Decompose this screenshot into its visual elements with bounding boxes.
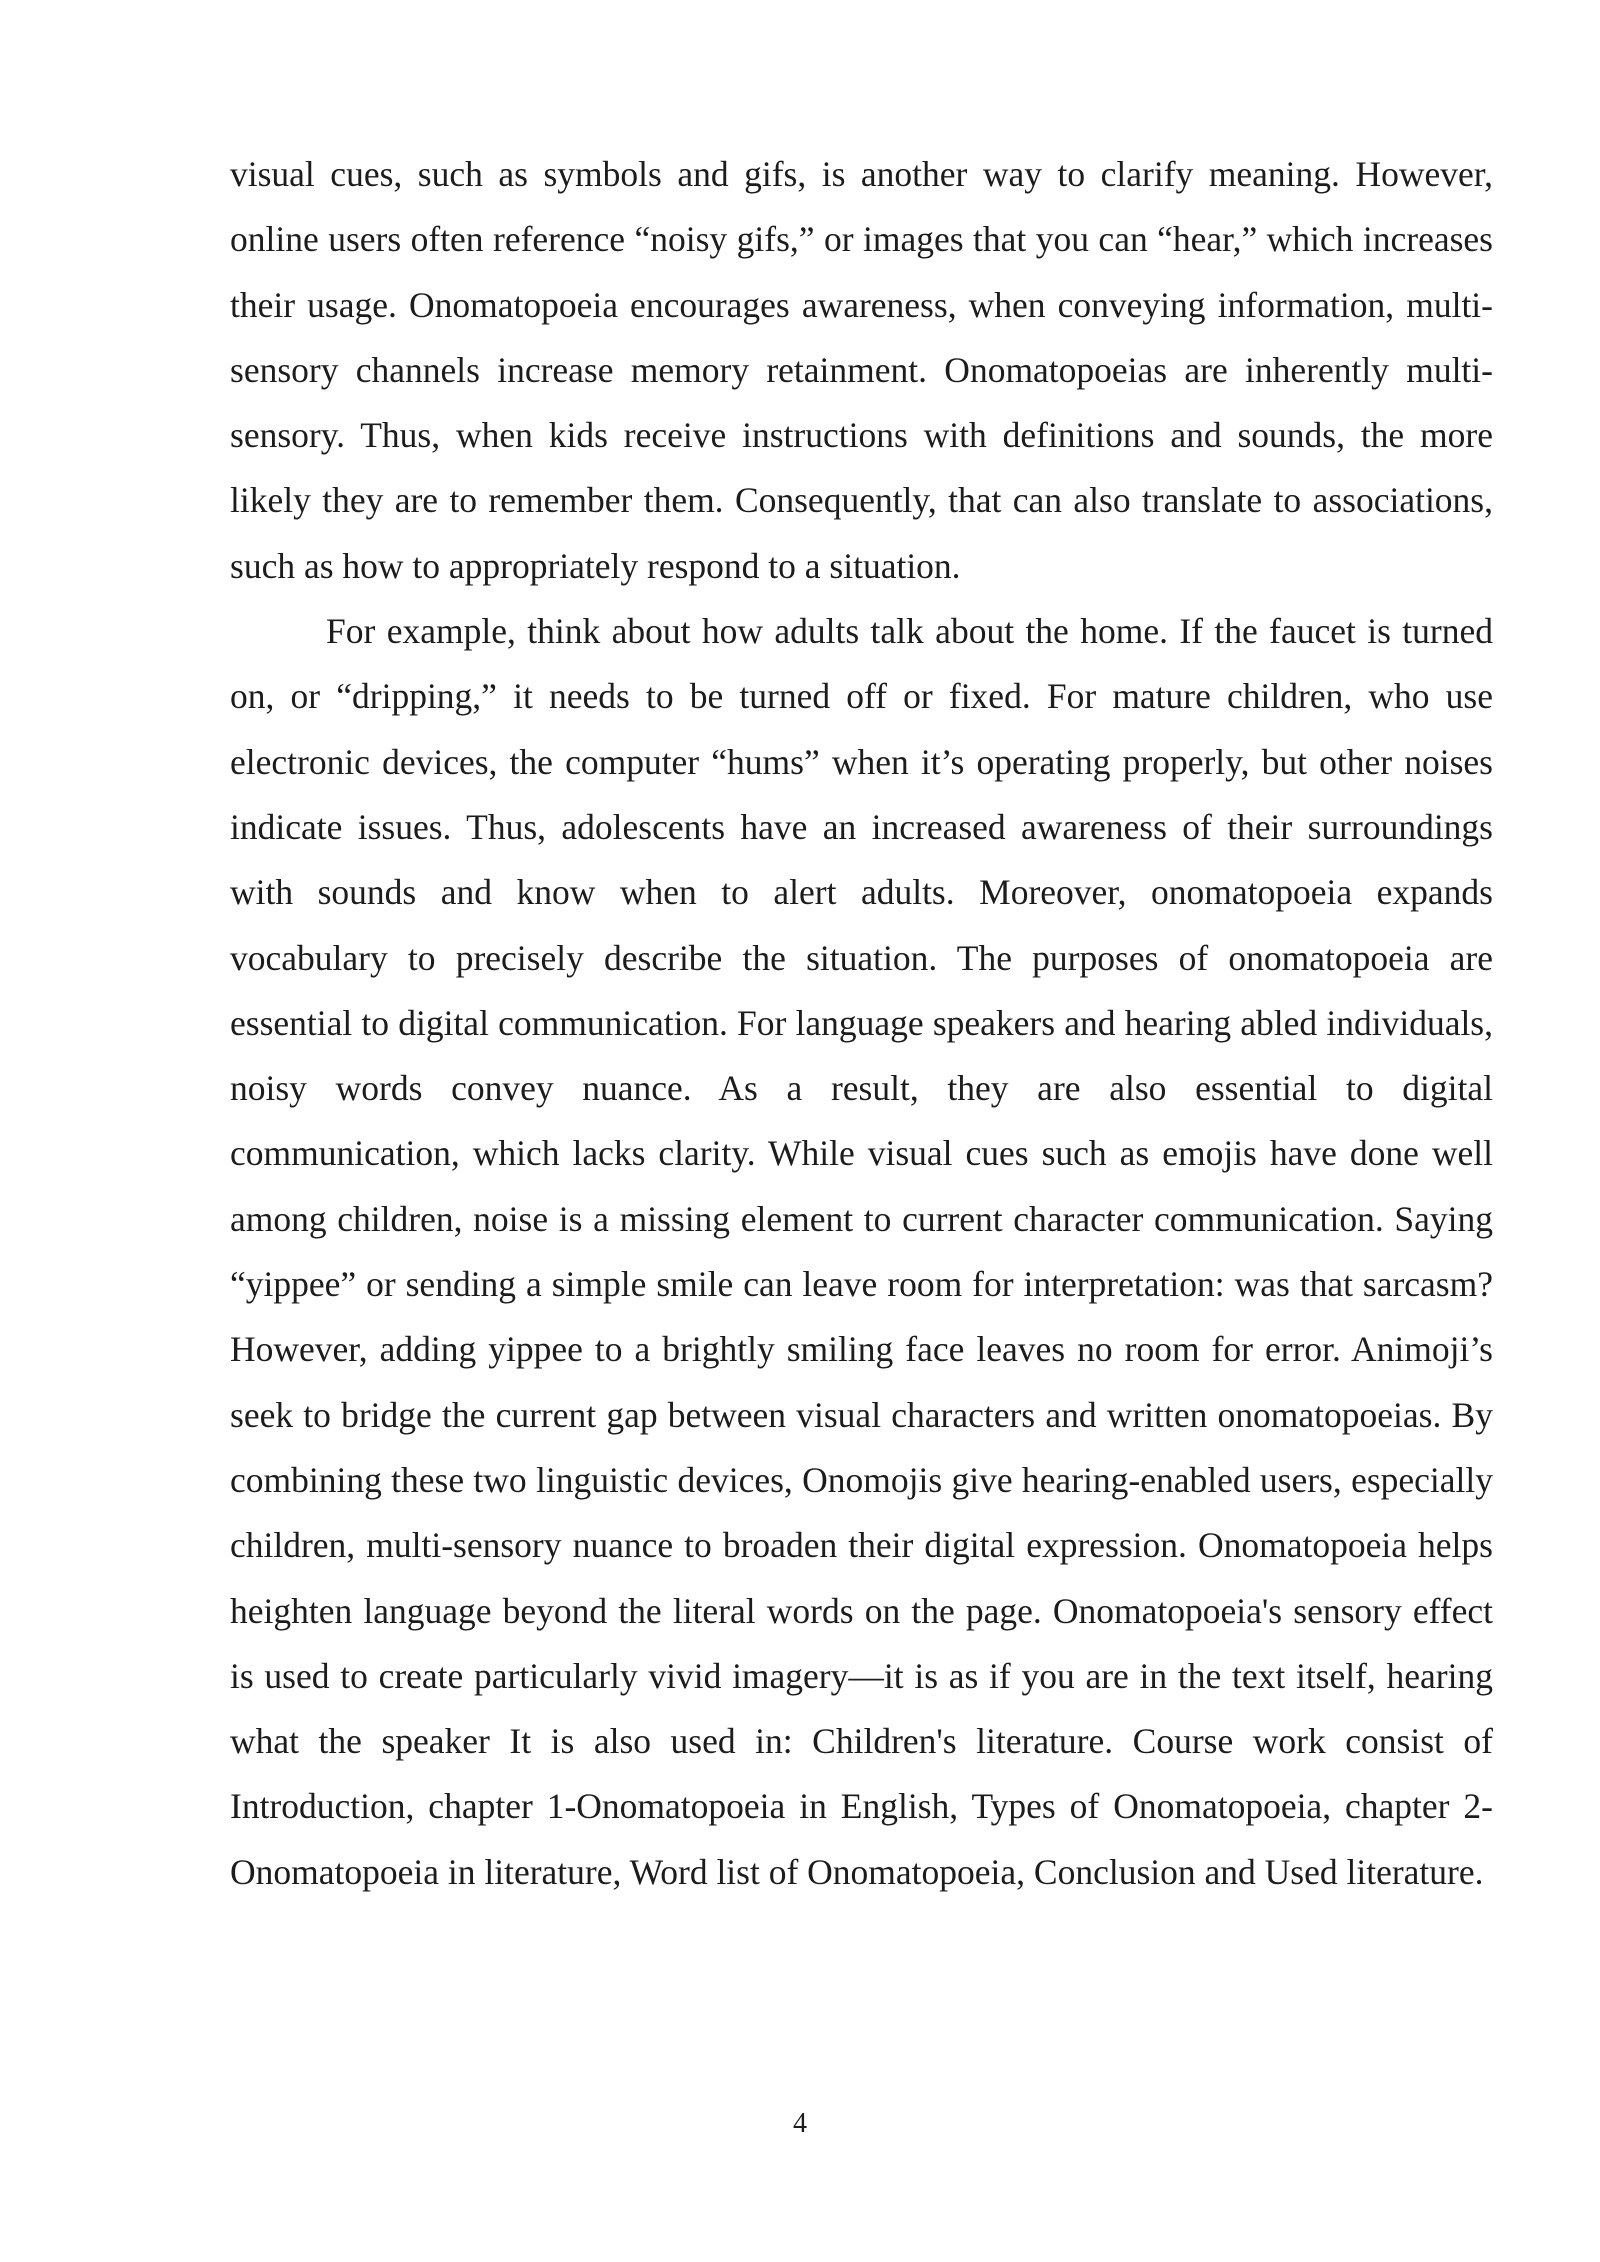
page-number: 4 (793, 2108, 807, 2139)
body-text (230, 142, 1493, 1905)
paragraph-example: For example, think about how adults talk about the home. If the faucet is turned on, or “dripping,” it needs to be turned off or fixed. For mature children, who use electronic devices, the computer “hums” when it’s operating properly, but other noises indicate issues. Thus, adolescents have an increased awareness of their surroundings with sounds and know when to alert adults. Moreover, onomatopoeia expands vocabulary to precisely describe the situation. The purposes of onomatopoeia are essential to digital communication. For language speakers and hearing abled individuals, noisy words convey nuance. As a result, they are also essential to digital communication, which lacks clarity. While visual cues such as emojis have done well among children, noise is a missing element to current character communication. Saying “yippee” or sending a simple smile can leave room for interpretation: was that sarcasm? However, adding yippee to a brightly smiling face leaves no room for error. Animoji’s seek to bridge the current gap between visual characters and written onomatopoeias. By combining these two linguistic devices, Onomojis give hearing-enabled users, especially children, multi-sensory nuance to broaden their digital expression. Onomatopoeia helps heighten language beyond the literal words on the page. Onomatopoeia's sensory effect is used to create particularly vivid imagery—it is as if you are in the text itself, hearing what the speaker It is also used in: Children's literature. Course work consist of Introduction, chapter 1-Onomatopoeia in English, Types of Onomatopoeia, chapter 2-Onomatopoeia in literature, Word list of Onomatopoeia, Conclusion and Used literature. (230, 611, 1493, 1892)
paragraph-continuation: visual cues, such as symbols and gifs, is another way to clarify meaning. However, online users often reference “noisy gifs,” or images that you can “hear,” which increases their usage. Onomatopoeia encourages awareness, when conveying information, multi-sensory channels increase memory retainment. Onomatopoeias are inherently multi-sensory. Thus, when kids receive instructions with definitions and sounds, the more likely they are to remember them. Consequently, that can also translate to associations, such as how to appropriately respond to a situation. (230, 154, 1493, 586)
